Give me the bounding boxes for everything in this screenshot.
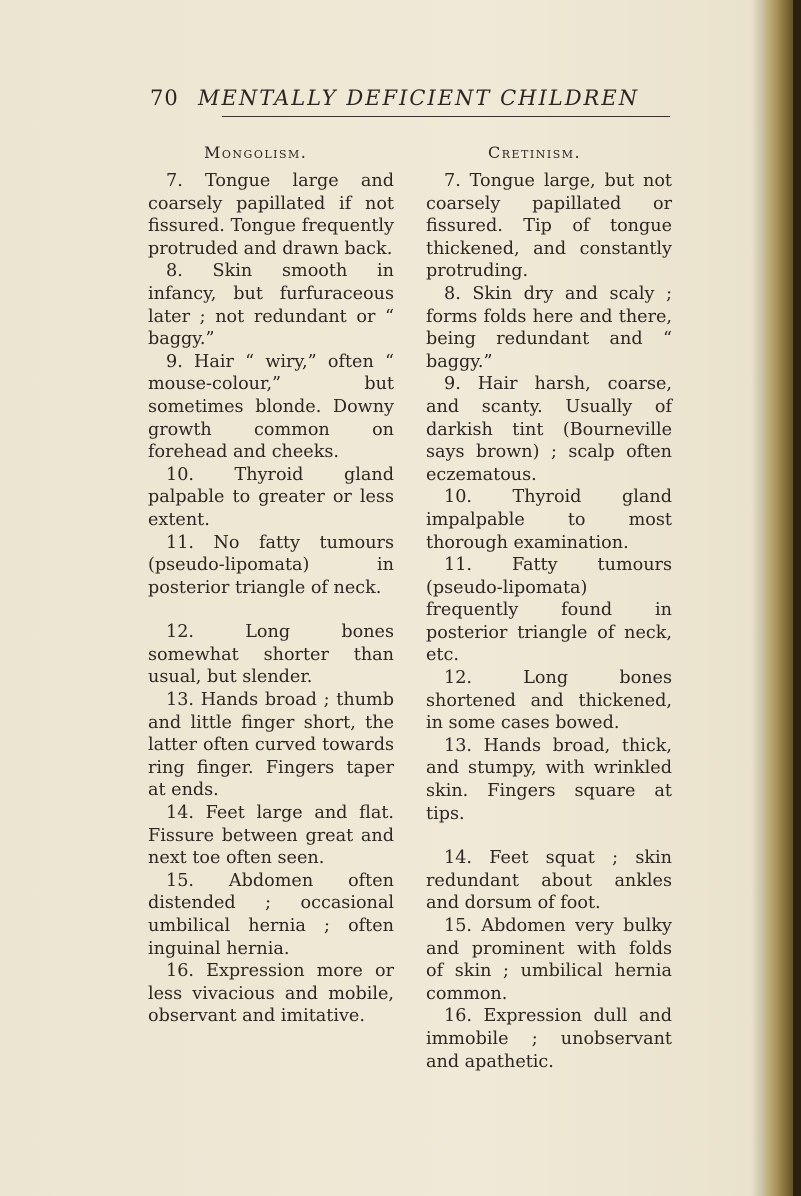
left-column [148,170,394,1028]
list-item: 12. Long bones shortened and thickened, in some cases bowed. [426,668,672,734]
list-item: 8. Skin dry and scaly ; forms folds here and there, being redundant and “ baggy.” [426,283,672,372]
list-item: 9. Hair “ wiry,” often “ mouse-colour,” but sometimes blonde. Downy growth common on forehead and cheeks. [148,351,394,463]
page-edge-shadow [751,0,765,1196]
spacer [148,599,394,621]
right-column [426,170,672,1073]
list-item: 11. No fatty tumours (pseudo-lipomata) in posterior triangle of neck. [148,532,394,598]
book-spine-edge [793,0,801,1196]
list-item: 16. Expression more or less vivacious and mobile, observant and imitative. [148,961,394,1027]
list-item: 12. Long bones somewhat shorter than usual, but slender. [148,622,394,688]
list-item: 14. Feet squat ; skin redundant about ankles and dorsum of foot. [426,848,672,914]
spacer [426,825,672,847]
list-item: 13. Hands broad, thick, and stumpy, with wrinkled skin. Fingers square at tips. [426,735,672,824]
list-item: 15. Abdomen often distended ; occasional umbilical hernia ; often inguinal hernia. [148,870,394,959]
list-item: 10. Thyroid gland impalpable to most thorough examination. [426,487,672,553]
running-header [150,86,670,114]
list-item: 7. Tongue large and coarsely papillated if not fissured. Tongue frequently protruded and drawn back. [148,171,394,259]
list-item: 7. Tongue large, but not coarsely papillated or fissured. Tip of tongue thickened, and constantly protruding. [426,171,672,282]
header-rule [222,116,670,117]
list-item: 14. Feet large and flat. Fissure between great and next toe often seen. [148,803,394,869]
right-column-heading: Cretinism. [488,143,582,162]
list-item: 9. Hair harsh, coarse, and scanty. Usually of darkish tint (Bourneville says brown) ; scalp often eczematous. [426,374,672,485]
list-item: 16. Expression dull and immobile ; unobservant and apathetic. [426,1006,672,1072]
left-column-heading: Mongolism. [204,143,308,162]
page-number: 70 [150,86,179,110]
list-item: 13. Hands broad ; thumb and little finger short, the latter often curved towards ring finger. Fingers taper at ends. [148,690,394,801]
list-item: 8. Skin smooth in infancy, but furfuraceous later ; not redundant or “ baggy.” [148,261,394,350]
list-item: 10. Thyroid gland palpable to greater or less extent. [148,464,394,530]
list-item: 11. Fatty tumours (pseudo-lipomata) frequently found in posterior triangle of neck, etc. [426,555,672,666]
running-title: MENTALLY DEFICIENT CHILDREN [198,86,640,110]
list-item: 15. Abdomen very bulky and prominent with folds of skin ; umbilical hernia common. [426,916,672,1004]
